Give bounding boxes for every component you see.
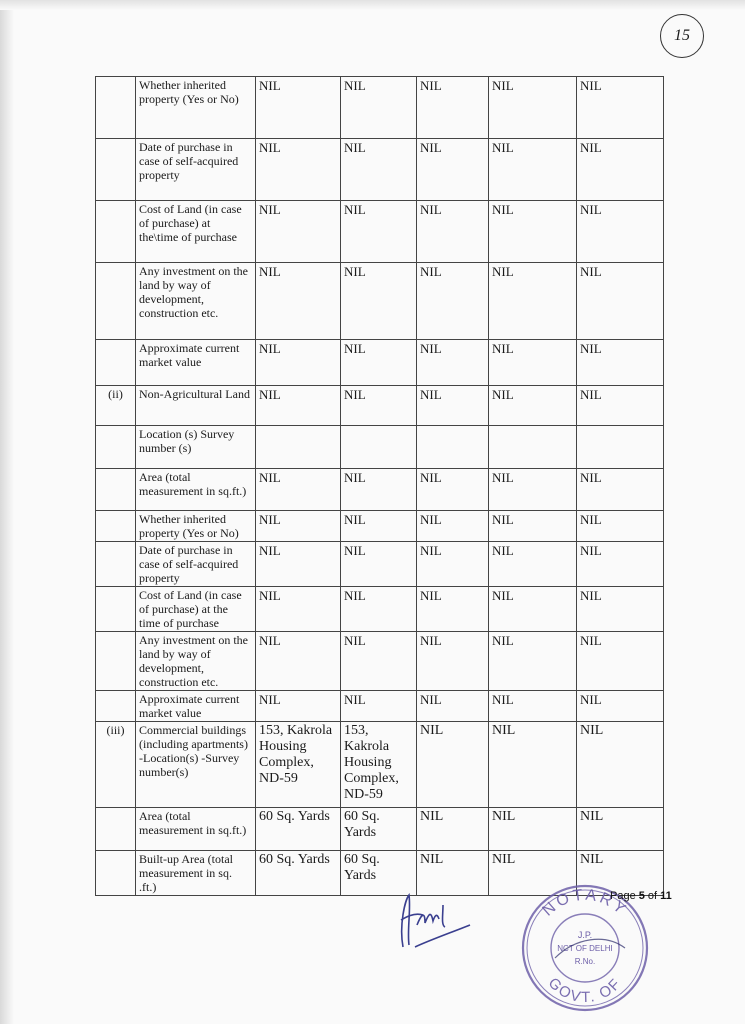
value-cell: NIL xyxy=(577,340,664,386)
value-cell: NIL xyxy=(577,77,664,139)
value-cell: NIL xyxy=(577,691,664,722)
row-label-cell: Whether inherited property (Yes or No) xyxy=(136,511,256,542)
stamp-bottom-text: GOVT. OF xyxy=(544,974,626,1007)
table-row xyxy=(96,469,664,511)
value-cell: NIL xyxy=(417,340,489,386)
value-cell: NIL xyxy=(417,632,489,691)
value-cell: NIL xyxy=(417,722,489,808)
table-row xyxy=(96,426,664,469)
value-cell: NIL xyxy=(577,263,664,340)
footer-page-prefix: Page xyxy=(610,890,639,902)
stamp-top-text: NOTARY xyxy=(539,886,631,920)
row-number-cell xyxy=(96,587,136,632)
row-number-cell xyxy=(96,139,136,201)
value-cell: NIL xyxy=(577,722,664,808)
value-cell: NIL xyxy=(417,511,489,542)
value-cell: NIL xyxy=(489,722,577,808)
row-label-cell: Date of purchase in case of self-acquired property xyxy=(136,542,256,587)
value-cell: 60 Sq. Yards xyxy=(256,808,341,851)
table-row xyxy=(96,808,664,851)
footer-current-page: 5 xyxy=(638,890,645,902)
page-footer xyxy=(610,890,672,902)
value-cell: NIL xyxy=(417,542,489,587)
value-cell: NIL xyxy=(417,808,489,851)
value-cell: NIL xyxy=(489,263,577,340)
value-cell: NIL xyxy=(341,587,417,632)
footer-total-pages: 11 xyxy=(660,890,672,902)
table-row xyxy=(96,691,664,722)
value-cell: NIL xyxy=(417,386,489,426)
property-table-body xyxy=(96,77,664,896)
value-cell: NIL xyxy=(489,587,577,632)
value-cell: NIL xyxy=(577,139,664,201)
value-cell: NIL xyxy=(417,201,489,263)
value-cell xyxy=(256,426,341,469)
row-number-cell xyxy=(96,511,136,542)
row-number-cell xyxy=(96,469,136,511)
table-row xyxy=(96,139,664,201)
value-cell: NIL xyxy=(256,542,341,587)
value-cell: NIL xyxy=(577,587,664,632)
table-row xyxy=(96,77,664,139)
value-cell: NIL xyxy=(341,691,417,722)
row-number-cell xyxy=(96,691,136,722)
table-row xyxy=(96,511,664,542)
value-cell: NIL xyxy=(256,139,341,201)
value-cell: NIL xyxy=(256,77,341,139)
row-label-cell: Whether inherited property (Yes or No) xyxy=(136,77,256,139)
value-cell: NIL xyxy=(256,632,341,691)
value-cell: NIL xyxy=(577,386,664,426)
row-label-cell: Approximate current market value xyxy=(136,340,256,386)
row-label-cell: Area (total measurement in sq.ft.) xyxy=(136,469,256,511)
value-cell: NIL xyxy=(417,851,489,896)
value-cell: NIL xyxy=(417,77,489,139)
row-number-cell xyxy=(96,542,136,587)
value-cell: NIL xyxy=(417,469,489,511)
value-cell: NIL xyxy=(489,386,577,426)
value-cell: NIL xyxy=(341,469,417,511)
stamp-center-line-3: R.No. xyxy=(574,957,596,966)
value-cell: NIL xyxy=(256,201,341,263)
row-label-cell: Date of purchase in case of self-acquired property xyxy=(136,139,256,201)
handwritten-signature xyxy=(395,885,475,955)
value-cell: NIL xyxy=(577,808,664,851)
row-number-cell xyxy=(96,263,136,340)
value-cell: NIL xyxy=(341,263,417,340)
value-cell: NIL xyxy=(489,201,577,263)
value-cell: NIL xyxy=(341,632,417,691)
value-cell: NIL xyxy=(489,632,577,691)
row-label-cell: Built-up Area (total measurement in sq. .ft.) xyxy=(136,851,256,896)
value-cell: 60 Sq. Yards xyxy=(341,808,417,851)
value-cell: NIL xyxy=(577,632,664,691)
value-cell: 153, Kakrola Housing Complex, ND-59 xyxy=(341,722,417,808)
value-cell: 153, Kakrola Housing Complex, ND-59 xyxy=(256,722,341,808)
value-cell: NIL xyxy=(341,201,417,263)
row-label-cell: Approximate current market value xyxy=(136,691,256,722)
row-label-cell: Any investment on the land by way of development, construction etc. xyxy=(136,632,256,691)
value-cell xyxy=(341,426,417,469)
value-cell: NIL xyxy=(417,691,489,722)
value-cell: NIL xyxy=(256,340,341,386)
value-cell: NIL xyxy=(489,542,577,587)
value-cell: NIL xyxy=(489,340,577,386)
scan-shadow-left xyxy=(0,0,14,1024)
value-cell: NIL xyxy=(256,511,341,542)
value-cell: NIL xyxy=(577,469,664,511)
value-cell: NIL xyxy=(417,263,489,340)
value-cell: NIL xyxy=(577,851,664,896)
value-cell: NIL xyxy=(341,386,417,426)
value-cell: NIL xyxy=(489,77,577,139)
value-cell: NIL xyxy=(417,139,489,201)
value-cell: NIL xyxy=(341,77,417,139)
row-number-cell xyxy=(96,851,136,896)
table-row xyxy=(96,201,664,263)
value-cell: NIL xyxy=(577,511,664,542)
handwritten-page-marker: 15 xyxy=(660,14,704,58)
table-row xyxy=(96,587,664,632)
row-number-cell xyxy=(96,808,136,851)
table-row xyxy=(96,386,664,426)
row-label-cell: Any investment on the land by way of development, construction etc. xyxy=(136,263,256,340)
value-cell: NIL xyxy=(489,851,577,896)
value-cell: 60 Sq. Yards xyxy=(256,851,341,896)
value-cell: NIL xyxy=(256,469,341,511)
stamp-center-line-1: J.P. xyxy=(577,930,593,940)
value-cell: NIL xyxy=(489,139,577,201)
value-cell xyxy=(577,426,664,469)
table-row xyxy=(96,542,664,587)
row-number-cell xyxy=(96,340,136,386)
row-number-cell: (ii) xyxy=(96,386,136,426)
value-cell: NIL xyxy=(341,139,417,201)
row-label-cell: Cost of Land (in case of purchase) at the time of purchase xyxy=(136,587,256,632)
value-cell: NIL xyxy=(341,542,417,587)
value-cell xyxy=(489,426,577,469)
value-cell: NIL xyxy=(341,511,417,542)
row-number-cell xyxy=(96,201,136,263)
footer-page-of: of xyxy=(644,890,661,902)
table-row xyxy=(96,632,664,691)
property-table xyxy=(95,76,664,896)
value-cell: 60 Sq. Yards xyxy=(341,851,417,896)
value-cell: NIL xyxy=(417,587,489,632)
table-row xyxy=(96,340,664,386)
row-label-cell: Location (s) Survey number (s) xyxy=(136,426,256,469)
row-label-cell: Cost of Land (in case of purchase) at the\time of purchase xyxy=(136,201,256,263)
row-number-cell xyxy=(96,77,136,139)
value-cell: NIL xyxy=(489,808,577,851)
value-cell: NIL xyxy=(256,263,341,340)
value-cell: NIL xyxy=(489,469,577,511)
value-cell: NIL xyxy=(577,542,664,587)
row-label-cell: Non-Agricultural Land xyxy=(136,386,256,426)
value-cell: NIL xyxy=(489,691,577,722)
scan-shadow-top xyxy=(0,0,745,10)
row-label-cell: Area (total measurement in sq.ft.) xyxy=(136,808,256,851)
value-cell: NIL xyxy=(256,691,341,722)
value-cell: NIL xyxy=(489,511,577,542)
table-row xyxy=(96,263,664,340)
row-number-cell xyxy=(96,426,136,469)
value-cell: NIL xyxy=(256,386,341,426)
table-row xyxy=(96,722,664,808)
row-number-cell xyxy=(96,632,136,691)
value-cell xyxy=(417,426,489,469)
value-cell: NIL xyxy=(341,340,417,386)
stamp-center-line-2: NCT OF DELHI xyxy=(557,944,613,953)
value-cell: NIL xyxy=(577,201,664,263)
svg-text:GOVT. OF xyxy=(545,974,625,1006)
row-number-cell: (iii) xyxy=(96,722,136,808)
value-cell: NIL xyxy=(256,587,341,632)
row-label-cell: Commercial buildings (including apartments) -Location(s) -Survey number(s) xyxy=(136,722,256,808)
